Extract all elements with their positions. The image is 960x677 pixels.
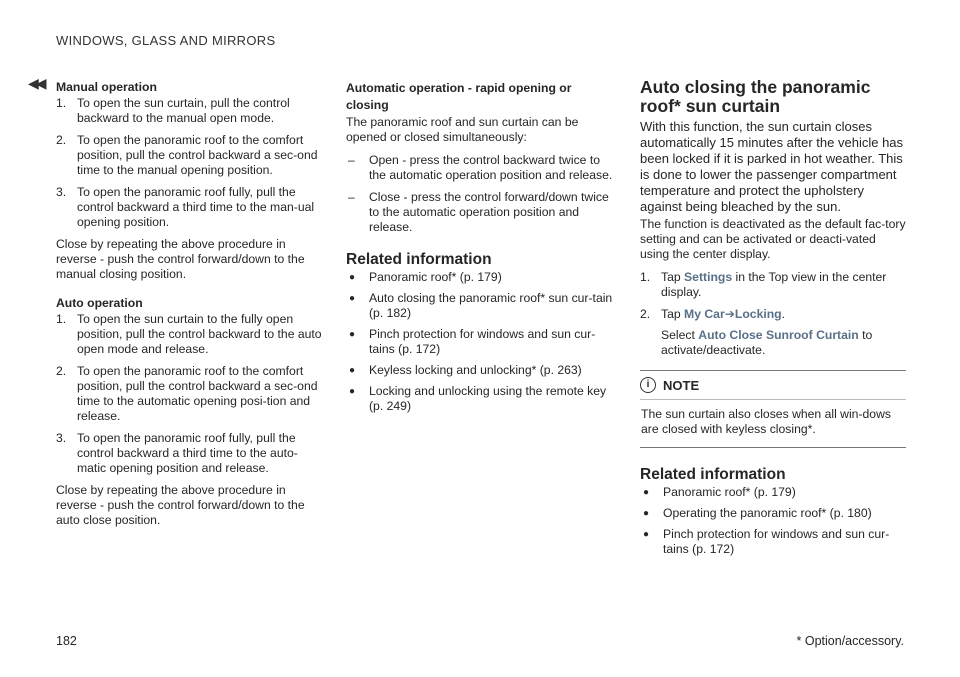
auto-operation-heading: Auto operation [56, 296, 143, 310]
related-link[interactable]: ● Keyless locking and unlocking* (p. 263) [349, 363, 582, 377]
intro-paragraph: The function is deactivated as the default fac-tory setting and can be activated or deacti-vated using the center display. [640, 217, 906, 261]
list-item: 1. Tap Settings in the Top view in the center display. [640, 270, 887, 299]
note-box [640, 370, 906, 448]
page-number: 182 [56, 634, 77, 648]
note-label: NOTE [663, 377, 700, 393]
arrow-right-icon: ➔ [724, 307, 735, 321]
related-link[interactable]: ● Panoramic roof* (p. 179) [643, 485, 796, 499]
auto-steps [56, 312, 324, 476]
select-instruction: Select Auto Close Sunroof Curtain to activate/deactivate. [661, 328, 873, 357]
manual-steps [56, 96, 324, 230]
list-item: – Close - press the control forward/down twice to the automatic operation position and release. [348, 190, 609, 234]
column-3 [640, 78, 906, 563]
related-info-heading: Related information [346, 251, 492, 268]
related-info-heading: Related information [640, 466, 786, 483]
list-item: 1. To open the sun curtain to the fully open position, pull the control backward to the auto open mode and release. [56, 312, 322, 356]
list-item: 2. To open the panoramic roof to the comfort position, pull the control backward a sec-ond time to the automatic opening posi-tion and release. [56, 364, 318, 423]
section-title: Auto closing the panoramic roof* sun curtain [640, 77, 871, 116]
my-car-label: My Car [684, 307, 725, 321]
settings-steps [640, 270, 906, 358]
related-link[interactable]: ● Pinch protection for windows and sun cur-tains (p. 172) [349, 327, 596, 356]
manual-operation-heading: Manual operation [56, 80, 157, 94]
manual-close-text: Close by repeating the above procedure in reverse - push the control forward/down to the manual closing position. [56, 237, 305, 281]
rapid-operation-heading: Automatic operation - rapid opening or closing [346, 81, 572, 112]
auto-close-text: Close by repeating the above procedure in reverse - push the control forward/down to the auto close position. [56, 483, 305, 527]
list-item: 1. To open the sun curtain, pull the control backward to the manual open mode. [56, 96, 290, 125]
note-text: The sun curtain also closes when all win-dows are closed with keyless closing*. [640, 399, 906, 437]
related-links [346, 270, 614, 414]
continued-marker-icon: ◀◀ [28, 75, 44, 91]
note-header [640, 377, 906, 393]
related-links [640, 485, 906, 557]
rapid-items [346, 153, 614, 235]
list-item: 2. To open the panoramic roof to the comfort position, pull the control backward a sec-ond time to the manual opening position. [56, 133, 318, 177]
list-item: 3. To open the panoramic roof fully, pull the control backward a third time to the auto-matic opening position and release. [56, 431, 298, 475]
list-item: 2. Tap My Car➔Locking. Select Auto Close Sunroof Curtain to activate/deactivate. [640, 307, 906, 358]
rapid-intro: The panoramic roof and sun curtain can be opened or closed simultaneously: [346, 115, 579, 144]
settings-label: Settings [684, 270, 733, 284]
auto-close-setting-label: Auto Close Sunroof Curtain [698, 328, 859, 342]
column-1 [56, 80, 324, 536]
section-header: WINDOWS, GLASS AND MIRRORS [56, 33, 276, 48]
related-link[interactable]: ● Panoramic roof* (p. 179) [349, 270, 502, 284]
locking-label: Locking [734, 307, 782, 321]
related-link[interactable]: ● Locking and unlocking using the remote key (p. 249) [349, 384, 607, 413]
related-link[interactable]: ● Operating the panoramic roof* (p. 180) [643, 506, 872, 520]
footnote: * Option/accessory. [796, 634, 904, 648]
info-icon: i [640, 377, 656, 393]
column-2 [346, 80, 614, 420]
list-item: – Open - press the control backward twice to the automatic operation position and release. [348, 153, 613, 182]
lead-paragraph: With this function, the sun curtain closes automatically 15 minutes after the vehicle has been locked if it is parked in hot weather. This is done to lower the passenger compartment temperature and protect the upholstery against being bleached by the sun. [640, 119, 904, 214]
related-link[interactable]: ● Pinch protection for windows and sun cur-tains (p. 172) [643, 527, 890, 556]
list-item: 3. To open the panoramic roof fully, pull the control backward a third time to the man-ual opening position. [56, 185, 315, 229]
related-link[interactable]: ● Auto closing the panoramic roof* sun cur-tain (p. 182) [349, 291, 613, 320]
